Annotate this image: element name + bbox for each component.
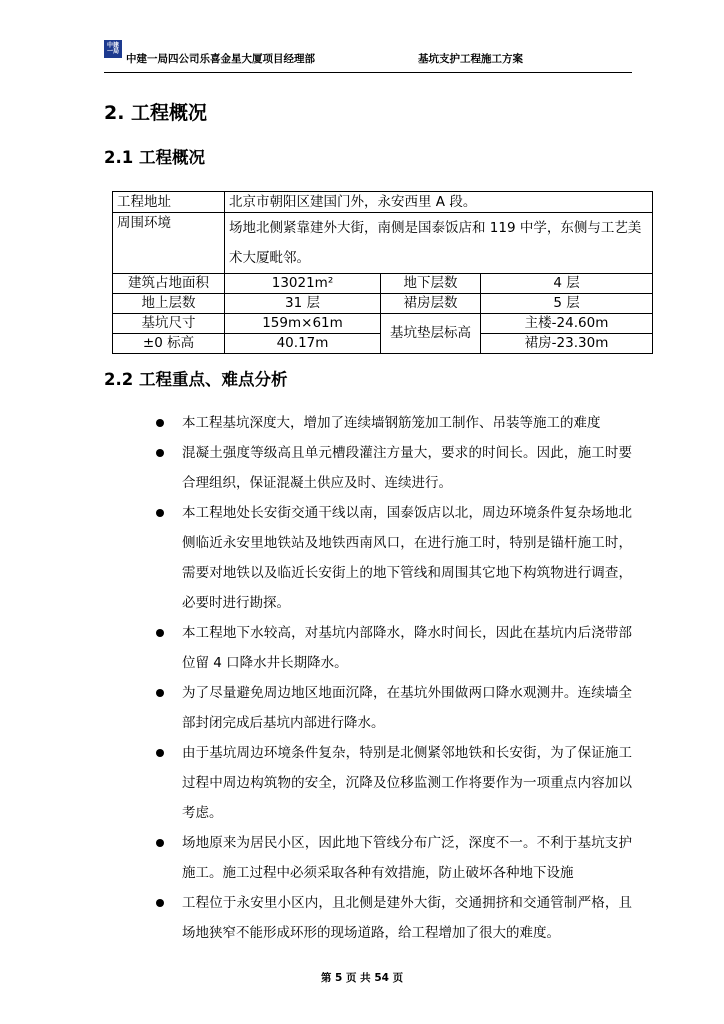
table-cell: 地上层数 [113,294,225,314]
table-cell: 31 层 [225,294,381,314]
header-left-text: 中建一局四公司乐喜金星大厦项目经理部 [126,53,315,65]
table-cell: 13021m² [225,274,381,294]
bullet-icon [156,689,164,697]
project-info-table [112,191,653,354]
table-row [113,314,653,334]
header-right-text: 基坑支护工程施工方案 [418,53,523,65]
table-row [113,274,653,294]
company-logo-icon: 中建 一局 [104,40,122,58]
bullet-icon [156,419,164,427]
table-cell: 北京市朝阳区建国门外，永安西里 A 段。 [225,192,653,213]
table-cell: 地下层数 [381,274,481,294]
bullet-icon [156,509,164,517]
table-cell: 基坑垫层标高 [381,314,481,354]
table-row [113,192,653,213]
table-cell: 基坑尺寸 [113,314,225,334]
bullet-icon [156,449,164,457]
list-item: 本工程地处长安街交通干线以南，国泰饭店以北，周边环境条件复杂场地北侧临近永安里地铁站及地铁西南风口，在进行施工时，特别是锚杆施工时，需要对地铁以及临近长安街上的地下管线和周围其它地下构筑物进行调查，必要时进行勘探。 [156,498,632,618]
list-item: 混凝土强度等级高且单元槽段灌注方量大，要求的时间长。因此，施工时要合理组织，保证混凝土供应及时、连续进行。 [156,438,632,498]
list-item: 由于基坑周边环境条件复杂，特别是北侧紧邻地铁和长安街，为了保证施工过程中周边构筑物的安全，沉降及位移监测工作将要作为一项重点内容加以考虑。 [156,738,632,828]
page-footer: 第 5 页 共 54 页 [320,972,404,984]
list-item: 本工程地下水较高，对基坑内部降水，降水时间长，因此在基坑内后浇带部位留 4 口降水井长期降水。 [156,618,632,678]
table-cell: 建筑占地面积 [113,274,225,294]
list-item: 工程位于永安里小区内，且北侧是建外大街，交通拥挤和交通管制严格，且场地狭窄不能形成环形的现场道路，给工程增加了很大的难度。 [156,888,632,948]
table-cell: 5 层 [481,294,653,314]
table-cell: 工程地址 [113,192,225,213]
bullet-icon [156,899,164,907]
subsection-title-2-2: 2.2 工程重点、难点分析 [104,370,288,389]
table-cell: 场地北侧紧靠建外大街，南侧是国泰饭店和 119 中学，东侧与工艺美术大厦毗邻。 [225,213,653,274]
table-cell: 主楼-24.60m [481,314,653,334]
table-cell: ±0 标高 [113,334,225,354]
table-cell: 裙房层数 [381,294,481,314]
list-item: 场地原来为居民小区，因此地下管线分布广泛，深度不一。不利于基坑支护施工。施工过程中必须采取各种有效措施，防止破坏各种地下设施 [156,828,632,888]
table-row [113,213,653,274]
page-header [104,38,632,73]
table-cell: 40.17m [225,334,381,354]
bullet-icon [156,749,164,757]
subsection-title-2-1: 2.1 工程概况 [104,148,205,167]
table-cell: 159m×61m [225,314,381,334]
table-row [113,294,653,314]
bullet-icon [156,839,164,847]
table-cell: 周围环境 [113,213,225,274]
list-item: 为了尽量避免周边地区地面沉降，在基坑外围做两口降水观测井。连续墙全部封闭完成后基坑内部进行降水。 [156,678,632,738]
analysis-list [156,408,632,948]
section-title: 2. 工程概况 [104,102,208,124]
list-item: 本工程基坑深度大，增加了连续墙钢筋笼加工制作、吊装等施工的难度 [156,408,632,438]
table-cell: 裙房-23.30m [481,334,653,354]
table-cell: 4 层 [481,274,653,294]
bullet-icon [156,629,164,637]
